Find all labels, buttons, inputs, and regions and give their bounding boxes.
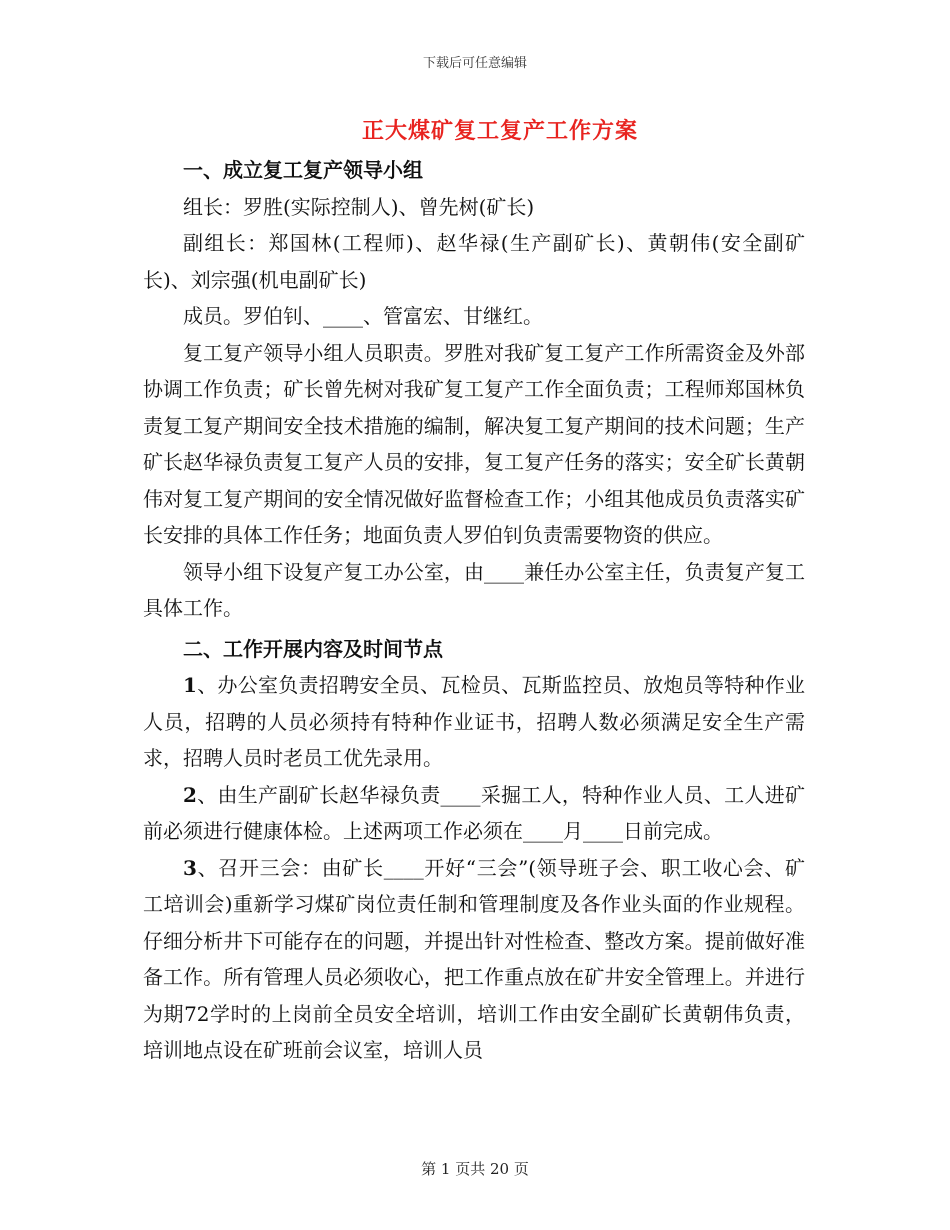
deputy-line: 副组长：郑国林(工程师)、赵华禄(生产副矿长)、黄朝伟(安全副矿长)、刘宗强(机电副矿长) — [143, 231, 805, 292]
header-note: 下载后可任意编辑 — [422, 56, 527, 71]
duties-paragraph: 复工复产领导小组人员职责。罗胜对我矿复工复产工作所需资金及外部协调工作负责；矿长曾先树对我矿复工复产工作全面负责；工程师郑国林负责复工复产期间安全技术措施的编制，解决复工复产期间的技术问题；生产矿长赵华禄负责复工复产人员的安排，复工复产任务的落实；安全矿长黄朝伟对复工复产期间的安全情况做好监督检查工作；小组其他成员负责落实矿长安排的具体工作任务；地面负责人罗伯钊负责需要物资的供应。 — [143, 340, 805, 547]
work-item-2-number: 2 — [183, 782, 197, 807]
page-footer: 第 1 页共 20 页 — [421, 1160, 529, 1178]
leader-line: 组长：罗胜(实际控制人)、曾先树(矿长) — [183, 194, 535, 219]
work-item-1-text: 、办公室负责招聘安全员、瓦检员、瓦斯监控员、放炮员等特种作业人员，招聘的人员必须持有特种作业证书，招聘人数必须满足安全生产需求，招聘人员时老员工优先录用。 — [143, 673, 805, 770]
office-paragraph: 领导小组下设复产复工办公室，由____兼任办公室主任，负责复产复工具体工作。 — [143, 559, 805, 620]
work-item-1 — [143, 667, 805, 777]
section2-heading: 二、工作开展内容及时间节点 — [183, 636, 443, 661]
work-item-3 — [143, 850, 805, 1069]
work-item-1-number: 1 — [183, 673, 197, 697]
work-item-3-text: 、召开三会：由矿长____开好“三会”(领导班子会、职工收心会、矿工培训会)重新学习煤矿岗位责任制和管理制度及各作业头面的作业规程。仔细分析井下可能存在的问题，并提出针对性检查、整改方案。提前做好准备工作。所有管理人员必须收心，把工作重点放在矿井安全管理上。并进行为期72学时的上岗前全员安全培训，培训工作由安全副矿长黄朝伟负责，培训地点设在矿班前会议室，培训人员 — [143, 855, 805, 1062]
work-item-2-text: 、由生产副矿长赵华禄负责____采掘工人，特种作业人员、工人进矿前必须进行健康体检。上述两项工作必须在____月____日前完成。 — [143, 782, 805, 843]
work-item-2 — [143, 777, 805, 850]
work-item-3-number: 3 — [183, 855, 197, 880]
document-title: 正大煤矿复工复产工作方案 — [361, 118, 638, 144]
document-body — [143, 152, 805, 1069]
members-line: 成员。罗伯钊、____、管富宏、甘继红。 — [183, 304, 543, 328]
section1-heading: 一、成立复工复产领导小组 — [183, 158, 423, 182]
